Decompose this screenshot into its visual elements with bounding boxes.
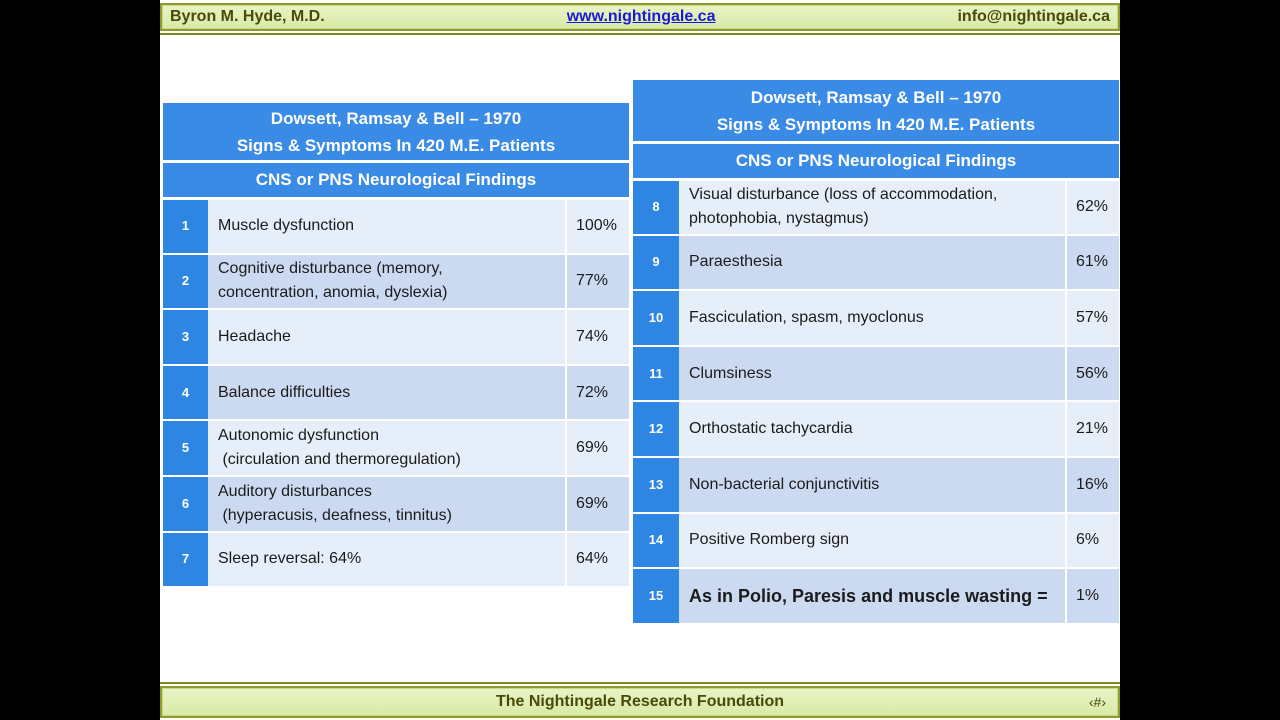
finding-percentage: 61%: [1066, 235, 1119, 291]
table-row: [633, 179, 1119, 235]
finding-label: Auditory disturbances (hyperacusis, deafness, tinnitus): [208, 476, 566, 532]
row-number: 11: [633, 346, 679, 402]
row-number: 9: [633, 235, 679, 291]
table-row: [633, 513, 1119, 569]
footer-rule: [160, 682, 1120, 684]
finding-label: Orthostatic tachycardia: [679, 401, 1066, 457]
page-number: ‹#›: [1088, 694, 1106, 710]
footer-bar: [160, 686, 1120, 718]
finding-label: Cognitive disturbance (memory, concentration, anomia, dyslexia): [208, 254, 566, 310]
organization-name: The Nightingale Research Foundation: [495, 693, 785, 710]
finding-percentage: 69%: [566, 476, 629, 532]
finding-label: Positive Romberg sign: [679, 513, 1066, 569]
left-findings-table: [163, 103, 629, 588]
finding-label: As in Polio, Paresis and muscle wasting =: [679, 568, 1066, 624]
left-table-title: Dowsett, Ramsay & Bell – 1970 Signs & Symptoms In 420 M.E. Patients: [163, 103, 629, 161]
table-row: [633, 290, 1119, 346]
row-number: 12: [633, 401, 679, 457]
finding-label: Muscle dysfunction: [208, 198, 566, 254]
table-row: [163, 365, 629, 421]
row-number: 10: [633, 290, 679, 346]
row-number: 5: [163, 420, 208, 476]
finding-percentage: 77%: [566, 254, 629, 310]
row-number: 13: [633, 457, 679, 513]
finding-percentage: 57%: [1066, 290, 1119, 346]
finding-label: Sleep reversal: 64%: [208, 532, 566, 588]
finding-label: Paraesthesia: [679, 235, 1066, 291]
finding-label: Autonomic dysfunction (circulation and thermoregulation): [208, 420, 566, 476]
table-row: [163, 254, 629, 310]
right-table-subtitle: CNS or PNS Neurological Findings: [633, 142, 1119, 179]
table-row: [163, 420, 629, 476]
finding-percentage: 6%: [1066, 513, 1119, 569]
table-row: [633, 346, 1119, 402]
row-number: 1: [163, 198, 208, 254]
email-address: info@nightingale.ca: [957, 8, 1110, 25]
finding-label: Headache: [208, 309, 566, 365]
header-rule: [160, 33, 1120, 35]
finding-percentage: 100%: [566, 198, 629, 254]
finding-percentage: 62%: [1066, 179, 1119, 235]
right-findings-table: [633, 80, 1119, 625]
table-row: [633, 457, 1119, 513]
table-row: [163, 476, 629, 532]
table-row: [633, 401, 1119, 457]
author-name: Byron M. Hyde, M.D.: [170, 8, 325, 25]
slide: [160, 0, 1120, 720]
row-number: 7: [163, 532, 208, 588]
header-bar: [160, 3, 1120, 31]
website-link[interactable]: www.nightingale.ca: [566, 8, 716, 25]
finding-percentage: 72%: [566, 365, 629, 421]
row-number: 15: [633, 568, 679, 624]
finding-percentage: 21%: [1066, 401, 1119, 457]
table-row: [163, 532, 629, 588]
row-number: 3: [163, 309, 208, 365]
finding-percentage: 1%: [1066, 568, 1119, 624]
finding-label: Visual disturbance (loss of accommodation, photophobia, nystagmus): [679, 179, 1066, 235]
table-row: [633, 235, 1119, 291]
finding-percentage: 64%: [566, 532, 629, 588]
finding-percentage: 74%: [566, 309, 629, 365]
finding-label: Fasciculation, spasm, myoclonus: [679, 290, 1066, 346]
table-row: [633, 568, 1119, 624]
finding-label: Non-bacterial conjunctivitis: [679, 457, 1066, 513]
row-number: 2: [163, 254, 208, 310]
finding-label: Balance difficulties: [208, 365, 566, 421]
row-number: 4: [163, 365, 208, 421]
finding-label: Clumsiness: [679, 346, 1066, 402]
table-row: [163, 198, 629, 254]
right-table-title: Dowsett, Ramsay & Bell – 1970 Signs & Symptoms In 420 M.E. Patients: [633, 80, 1119, 142]
finding-percentage: 69%: [566, 420, 629, 476]
finding-percentage: 16%: [1066, 457, 1119, 513]
row-number: 14: [633, 513, 679, 569]
table-row: [163, 309, 629, 365]
row-number: 8: [633, 179, 679, 235]
row-number: 6: [163, 476, 208, 532]
left-table-subtitle: CNS or PNS Neurological Findings: [163, 161, 629, 198]
finding-percentage: 56%: [1066, 346, 1119, 402]
